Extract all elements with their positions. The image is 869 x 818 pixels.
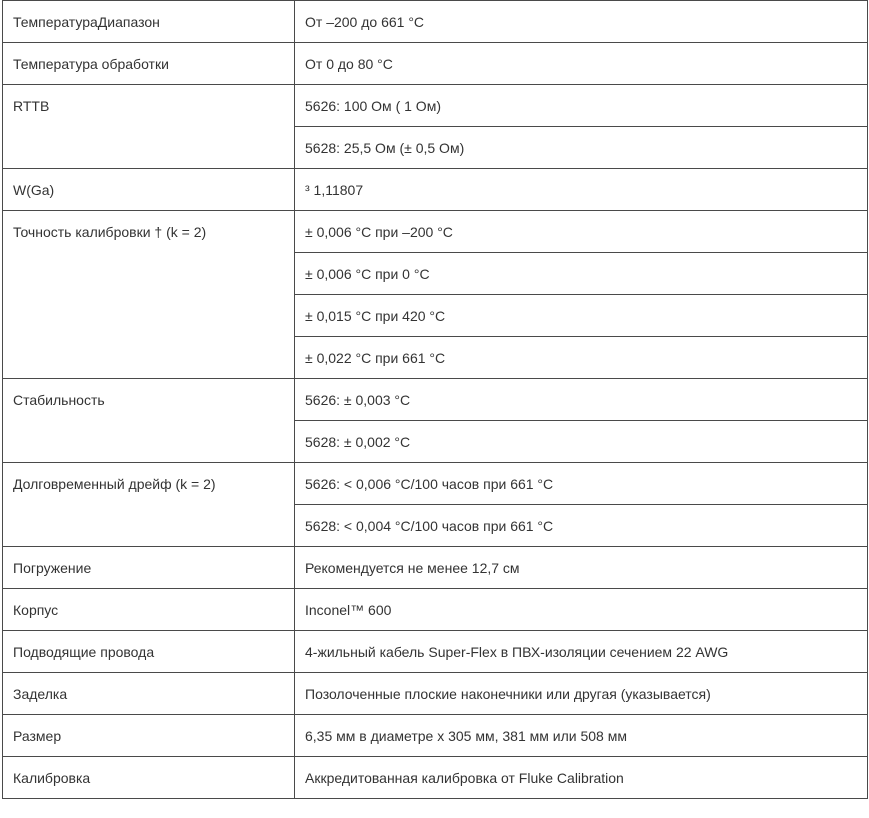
- table-row: [3, 43, 868, 85]
- parameter-name-cell: Температура обработки: [3, 43, 295, 85]
- table-row: [3, 169, 868, 211]
- table-row: [3, 757, 868, 799]
- parameter-name-cell: Подводящие провода: [3, 631, 295, 673]
- parameter-name-cell: Погружение: [3, 547, 295, 589]
- parameter-value-cell: Рекомендуется не менее 12,7 см: [295, 547, 868, 589]
- parameter-value-cell: 5628: < 0,004 °C/100 часов при 661 °C: [295, 505, 868, 547]
- specifications-table: [2, 0, 868, 799]
- parameter-value-cell: ± 0,006 °C при –200 °C: [295, 211, 868, 253]
- parameter-name-cell: Заделка: [3, 673, 295, 715]
- table-row: [3, 547, 868, 589]
- table-row: [3, 379, 868, 421]
- parameter-name-cell: Точность калибровки † (k = 2): [3, 211, 295, 379]
- table-row: [3, 85, 868, 127]
- parameter-value-cell: ³ 1,11807: [295, 169, 868, 211]
- parameter-value-cell: 5628: 25,5 Ом (± 0,5 Ом): [295, 127, 868, 169]
- table-row: [3, 463, 868, 505]
- table-row: [3, 715, 868, 757]
- parameter-value-cell: 5628: ± 0,002 °C: [295, 421, 868, 463]
- parameter-value-cell: Позолоченные плоские наконечники или другая (указывается): [295, 673, 868, 715]
- parameter-value-cell: От –200 до 661 °C: [295, 1, 868, 43]
- parameter-value-cell: ± 0,015 °C при 420 °C: [295, 295, 868, 337]
- parameter-name-cell: Размер: [3, 715, 295, 757]
- parameter-name-cell: Стабильность: [3, 379, 295, 463]
- specifications-table-body: [3, 1, 868, 799]
- table-row: [3, 1, 868, 43]
- parameter-name-cell: Долговременный дрейф (k = 2): [3, 463, 295, 547]
- parameter-value-cell: ± 0,022 °C при 661 °C: [295, 337, 868, 379]
- parameter-name-cell: Калибровка: [3, 757, 295, 799]
- table-row: [3, 589, 868, 631]
- parameter-name-cell: ТемператураДиапазон: [3, 1, 295, 43]
- parameter-name-cell: W(Ga): [3, 169, 295, 211]
- table-row: [3, 673, 868, 715]
- parameter-value-cell: ± 0,006 °C при 0 °C: [295, 253, 868, 295]
- parameter-value-cell: От 0 до 80 °C: [295, 43, 868, 85]
- table-row: [3, 211, 868, 253]
- parameter-value-cell: Inconel™ 600: [295, 589, 868, 631]
- parameter-name-cell: Корпус: [3, 589, 295, 631]
- parameter-value-cell: 6,35 мм в диаметре х 305 мм, 381 мм или 508 мм: [295, 715, 868, 757]
- parameter-name-cell: RTTB: [3, 85, 295, 169]
- parameter-value-cell: 5626: < 0,006 °C/100 часов при 661 °C: [295, 463, 868, 505]
- table-row: [3, 631, 868, 673]
- parameter-value-cell: Аккредитованная калибровка от Fluke Calibration: [295, 757, 868, 799]
- parameter-value-cell: 5626: 100 Ом ( 1 Ом): [295, 85, 868, 127]
- parameter-value-cell: 5626: ± 0,003 °C: [295, 379, 868, 421]
- parameter-value-cell: 4-жильный кабель Super-Flex в ПВХ-изоляции сечением 22 AWG: [295, 631, 868, 673]
